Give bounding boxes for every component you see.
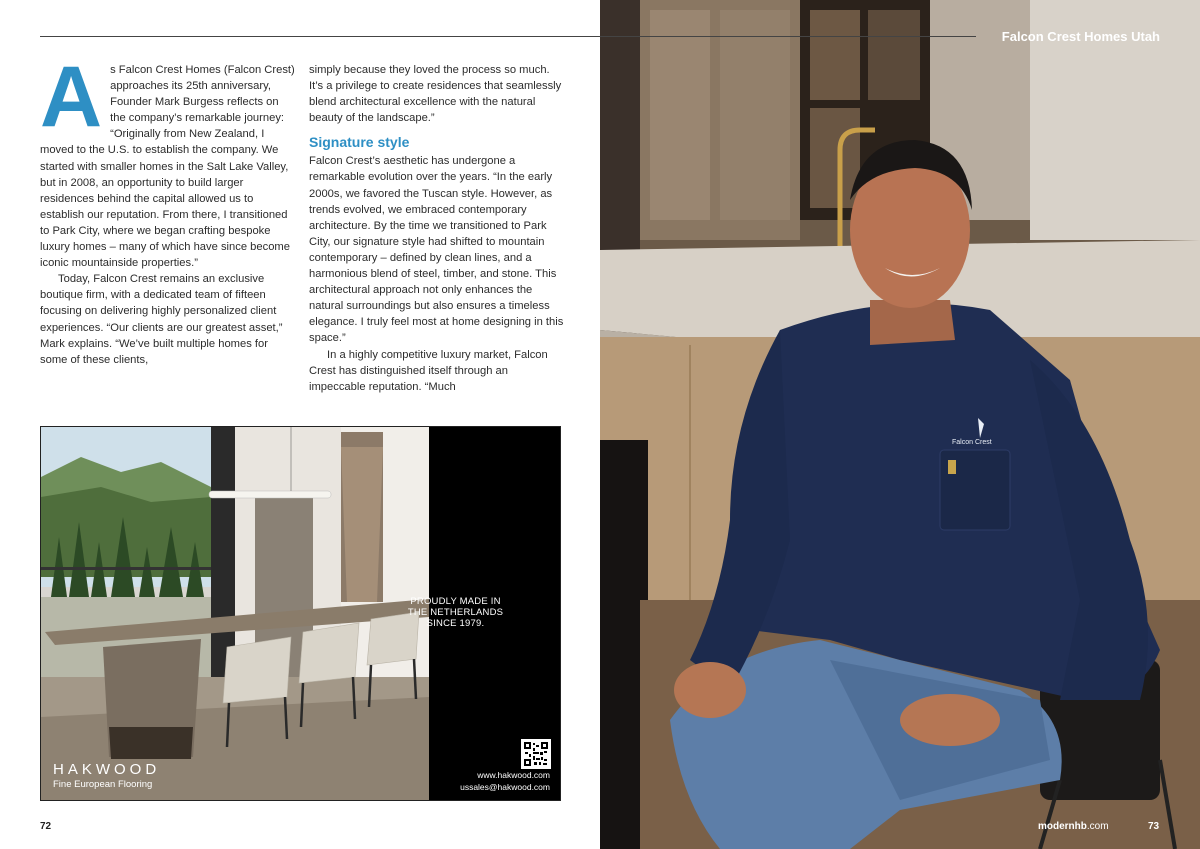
dropcap-letter: A	[40, 49, 103, 145]
right-page-portrait	[600, 0, 1200, 849]
hakwood-tagline: Fine European Flooring	[53, 779, 153, 790]
tagline-line: THE NETHERLANDS	[407, 607, 504, 618]
page-number-left: 72	[40, 821, 52, 832]
section-subhead: Signature style	[309, 134, 410, 151]
site-url	[1038, 821, 1109, 832]
header-rule	[40, 36, 976, 37]
site-url-bold: modernhb	[1038, 821, 1087, 832]
hakwood-logo-text: HAKWOOD	[53, 761, 161, 778]
ad-made-in-text	[398, 596, 513, 629]
article-intro-paragraph: s Falcon Crest Homes (Falcon Crest) approaches its 25th anniversary, Founder Mark Burgess reflects on the company’s remarkable journey: “Originally from New Zealand, I moved to the U.S. to establish the company. We started with smaller homes in the Salt Lake Valley, but in 2008, an opportunity to build larger residences behind the capital allowed us to establish our reputation. From there, I transitioned to Park City, where we began crafting bespoke luxury homes – many of which have since become iconic mountainside properties.”	[40, 64, 295, 270]
article-paragraph: In a highly competitive luxury market, Falcon Crest has distinguished itself through an impeccable reputation. “Much	[309, 348, 548, 393]
qr-code-icon[interactable]	[521, 739, 551, 769]
tagline-line: PROUDLY MADE IN	[410, 596, 501, 607]
ad-website-link[interactable]: www.hakwood.com	[477, 770, 550, 780]
portrait-photo	[600, 0, 1200, 849]
article-column-1	[40, 49, 296, 368]
dining-room-photo	[41, 427, 429, 800]
shirt-logo: Falcon Crest	[952, 439, 992, 446]
tagline-line: SINCE 1979.	[426, 618, 485, 629]
article-paragraph: Falcon Crest’s aesthetic has undergone a remarkable evolution over the years. “In the early 2000s, we favored the Tuscan style. However, as trends evolved, we embraced contemporary architecture. By the time we transitioned to Park City, our signature style had shifted to mountain contemporary – defined by clean lines, and a harmonious blend of steel, timber, and stone. This architectural approach not only enhances the natural surroundings but also ensures a timeless elegance. I truly feel most at home designing in this space.”	[309, 155, 564, 345]
page-number-right: 73	[1148, 821, 1160, 832]
page-header-title: Falcon Crest Homes Utah	[1001, 29, 1160, 44]
article-paragraph: simply because they loved the process so much. It’s a privilege to create residences that seamlessly blend architectural excellence with the natural beauty of the landscape.”	[309, 64, 562, 125]
ad-email-link[interactable]: ussales@hakwood.com	[460, 782, 550, 792]
site-url-suffix: .com	[1086, 821, 1109, 832]
article-column-2	[309, 62, 565, 395]
article-paragraph: Today, Falcon Crest remains an exclusive boutique firm, with a dedicated team of fifteen focusing on delivering highly personalized client experiences. “Our clients are our greatest asset,” Mark explains. “We’ve built multiple homes for some of these clients,	[40, 273, 283, 366]
